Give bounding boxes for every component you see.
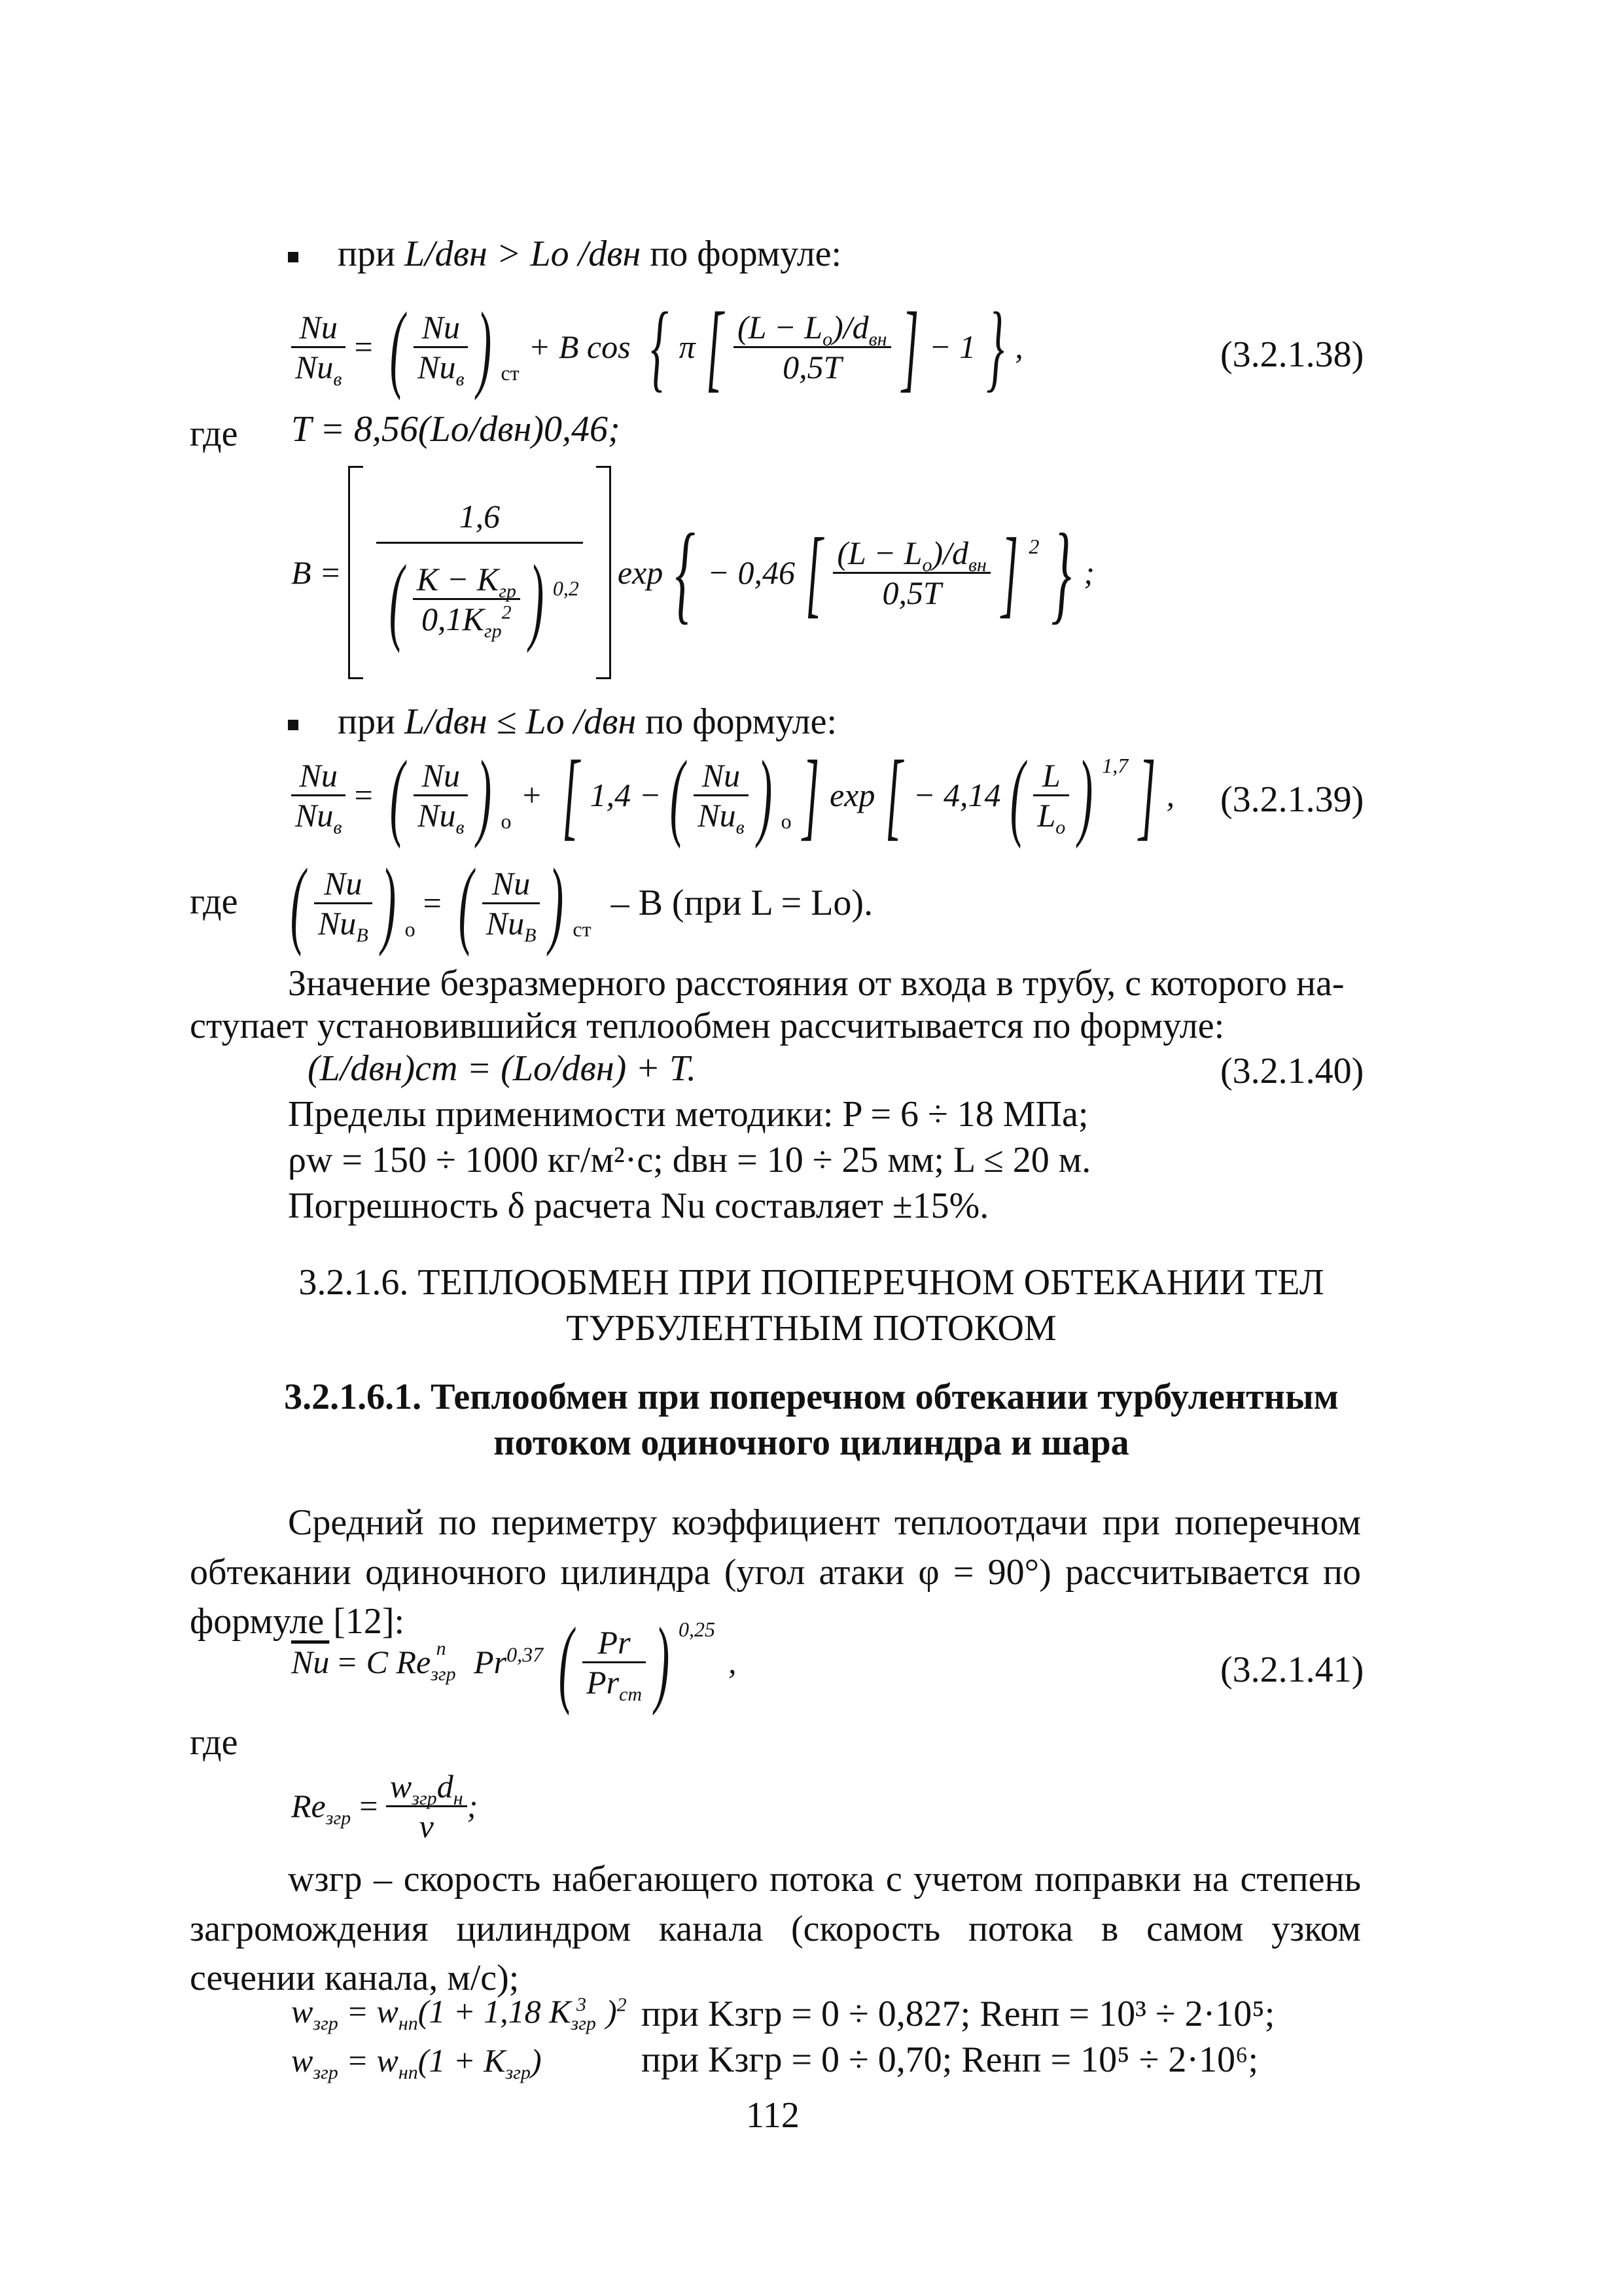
reynolds-definition: $Re_{згр}$ = $\frac{w_{згр}d_н}{\nu}$ ; — [291, 1767, 478, 1845]
subsection-heading-line-2: потоком одиночного цилиндра и шара — [493, 1422, 1129, 1463]
w-condition-2: при Kзгр = 0 ÷ 0,70; Reнп = 10⁵ ÷ 2·10⁶; — [641, 2040, 1259, 2080]
t-definition: T = 8,56(Lо/dвн)0,46; — [291, 409, 620, 450]
bullet-prefix: при — [338, 701, 395, 742]
paragraph-1-line-1: Значение безразмерного расстояния от входа в трубу, с которого на- — [288, 963, 1345, 1004]
subsection-heading-line-1: 3.2.1.6.1. Теплообмен при поперечном обтекании турбулентным — [284, 1377, 1339, 1417]
section-heading-line-1: 3.2.1.6. ТЕПЛООБМЕН ПРИ ПОПЕРЕЧНОМ ОБТЕКАНИИ ТЕЛ — [298, 1262, 1324, 1303]
bullet-condition: L/dвн ≤ Lо /dвн — [404, 701, 637, 742]
bullet-suffix: по формуле: — [650, 234, 842, 274]
formula-b-definition: B = 1,6 ( $\frac{K - K_{гр}}{0,1K_{гр}^2}$ ) $^{0,2}$ exp { − 0,46 [ $\frac{(L - L_о)/d_{вн}}{0,5T}$ ] $^2$ } ; — [291, 461, 1095, 684]
bullet-marker — [288, 720, 298, 730]
w-formula-1: $w_{згр} = w_{нп}(1 + 1,18$ $K_{згр}^3$ )$^2$ — [291, 1993, 627, 2034]
where-label-3: где — [190, 1722, 238, 1763]
bullet-marker — [288, 252, 298, 262]
bullet-suffix: по формуле: — [645, 701, 838, 742]
where-label-1: где — [190, 414, 238, 454]
stabilization-formula: (L/dвн)ст = (Lо/dвн) + T. — [308, 1048, 697, 1089]
formula-3-2-1-38: $\frac{Nu}{Nu_в}$ = ( $\frac{Nu}{Nu_в}$ ) $_{ст}$ + B cos { π [ $\frac{(L - L_о)/d_{вн}}{0,5T}$ ] − 1 } , — [291, 298, 1023, 396]
bullet-prefix: при — [338, 234, 395, 274]
where-label-2: где — [190, 881, 238, 922]
bullet-condition-2 — [288, 703, 837, 740]
wzgr-description: wзгр – скорость набегающего потока с учетом поправки на степень загромождения цилиндром канала (скорость потока в самом узком сечении канала, м/с); — [190, 1859, 1361, 1999]
bullet-condition-1 — [288, 236, 841, 272]
paragraph-2-text: Средний по периметру коэффициент теплоотдачи при поперечном обтекании одиночного цилиндра (угол атаки φ = 90°) рассчитывается по формуле [12]: — [190, 1502, 1361, 1642]
limits-line-1: Пределы применимости методики: P = 6 ÷ 18 МПа; — [288, 1094, 1089, 1135]
section-heading-line-2: ТУРБУЛЕНТНЫМ ПОТОКОМ — [566, 1308, 1057, 1349]
paragraph-1-line-2: ступает установившийся теплообмен рассчитывается по формуле: — [190, 1006, 1225, 1046]
nu-ratio-fraction: $\frac{Nu}{Nu_в}$ — [291, 308, 345, 386]
w-formula-2: $w_{згр} = w_{нп}(1 + K_{згр})$ — [291, 2042, 542, 2083]
page-number: 112 — [746, 2095, 800, 2136]
equation-number-38: (3.2.1.38) — [1220, 334, 1364, 375]
section-heading — [222, 1260, 1400, 1351]
equation-number-39: (3.2.1.39) — [1220, 779, 1364, 820]
formula-3-2-1-41: $\overline{Nu}$ = C $Re_{згр}^n$ Pr$^{0,37}$ ( $\frac{Pr}{Pr_{ст}}$ ) $^{0,25}$ , — [291, 1608, 737, 1716]
formula-3-2-1-39: $\frac{Nu}{Nu_в}$ = ( $\frac{Nu}{Nu_в}$ ) $_о$ + [ 1,4 − ( $\frac{Nu}{Nu_в}$ ) $_о$ ] exp [ − 4,14 ( $\frac{L}{L_о}$ ) $^{1,7}$ ] , — [291, 743, 1174, 847]
error-line: Погрешность δ расчета Nu составляет ±15%. — [288, 1186, 989, 1226]
equation-number-41: (3.2.1.41) — [1220, 1650, 1364, 1690]
bullet-condition: L/dвн > Lо /dвн — [404, 234, 641, 274]
w-condition-1: при Kзгр = 0 ÷ 0,827; Reнп = 10³ ÷ 2·10⁵; — [641, 1994, 1275, 2034]
nu-initial-condition: ( $\frac{Nu}{Nu_B}$ ) $_о$ = ( $\frac{Nu}{Nu_B}$ ) $_{ст}$ – B (при L = Lо). — [290, 849, 874, 957]
equation-number-40: (3.2.1.40) — [1220, 1051, 1364, 1091]
subsection-heading — [222, 1374, 1400, 1466]
limits-line-2: ρw = 150 ÷ 1000 кг/м²·с; dвн = 10 ÷ 25 мм; L ≤ 20 м. — [288, 1140, 1091, 1180]
nu-condition-text: – B (при L = Lо). — [610, 883, 874, 923]
